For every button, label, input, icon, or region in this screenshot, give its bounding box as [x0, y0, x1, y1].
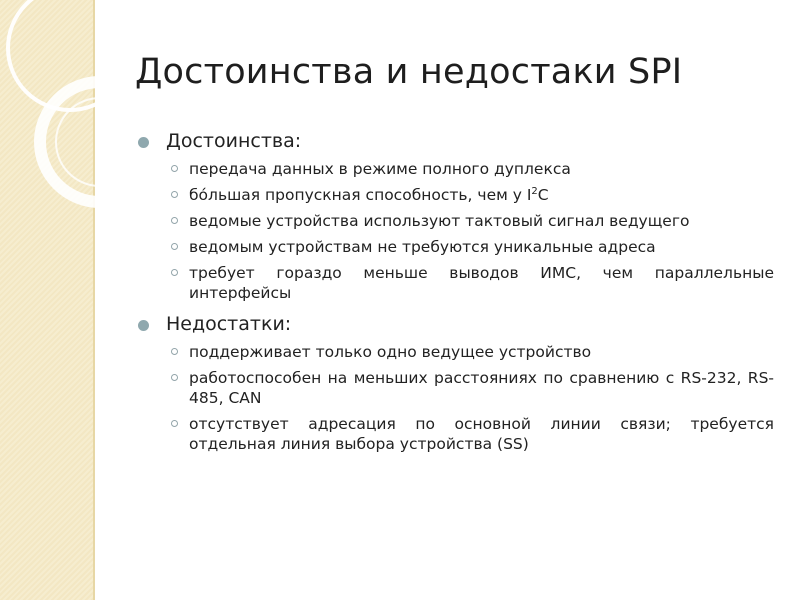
- advantages-list: [134, 159, 774, 303]
- list-item-text: отсутствует адресация по основной линии связи; требуется отдельная линия выбора устройства (SS): [189, 415, 774, 453]
- list-item-text: бóльшая пропускная способность, чем у I: [189, 186, 532, 204]
- ring-bullet-icon: [171, 348, 178, 355]
- decorative-side-band: [0, 0, 93, 600]
- section-heading: [134, 311, 774, 337]
- ring-bullet-icon: [171, 191, 178, 198]
- section-heading: [134, 128, 774, 154]
- list-item: [134, 185, 774, 205]
- side-band-edge: [93, 0, 95, 600]
- list-item-text-tail: C: [537, 186, 549, 204]
- superscript: 2: [531, 185, 538, 197]
- section-disadvantages: [134, 311, 774, 454]
- list-item-text: ведомые устройства используют тактовый сигнал ведущего: [189, 212, 690, 230]
- list-item: [134, 237, 774, 257]
- section-bullet-icon: [138, 137, 149, 148]
- list-item: [134, 368, 774, 408]
- ring-bullet-icon: [171, 269, 178, 276]
- ring-bullet-icon: [171, 420, 178, 427]
- list-item: [134, 342, 774, 362]
- ring-bullet-icon: [171, 165, 178, 172]
- list-item: [134, 263, 774, 303]
- disadvantages-list: [134, 342, 774, 454]
- ring-bullet-icon: [171, 217, 178, 224]
- section-heading-text: Недостатки:: [166, 313, 292, 335]
- slide-title: Достоинства и недостаки SPI: [135, 52, 683, 92]
- list-item-text: требует гораздо меньше выводов ИМС, чем параллельные интерфейсы: [189, 264, 774, 302]
- section-advantages: [134, 128, 774, 303]
- ring-bullet-icon: [171, 374, 178, 381]
- list-item: [134, 414, 774, 454]
- ring-bullet-icon: [171, 243, 178, 250]
- slide-content: [134, 128, 774, 462]
- section-heading-text: Достоинства:: [166, 130, 302, 152]
- section-bullet-icon: [138, 320, 149, 331]
- list-item: [134, 159, 774, 179]
- list-item-text: работоспособен на меньших расстояниях по сравнению с RS-232, RS-485, CAN: [189, 369, 774, 407]
- list-item-text: передача данных в режиме полного дуплекса: [189, 160, 571, 178]
- list-item: [134, 211, 774, 231]
- list-item-text: поддерживает только одно ведущее устройство: [189, 343, 592, 361]
- list-item-text: ведомым устройствам не требуются уникальные адреса: [189, 238, 656, 256]
